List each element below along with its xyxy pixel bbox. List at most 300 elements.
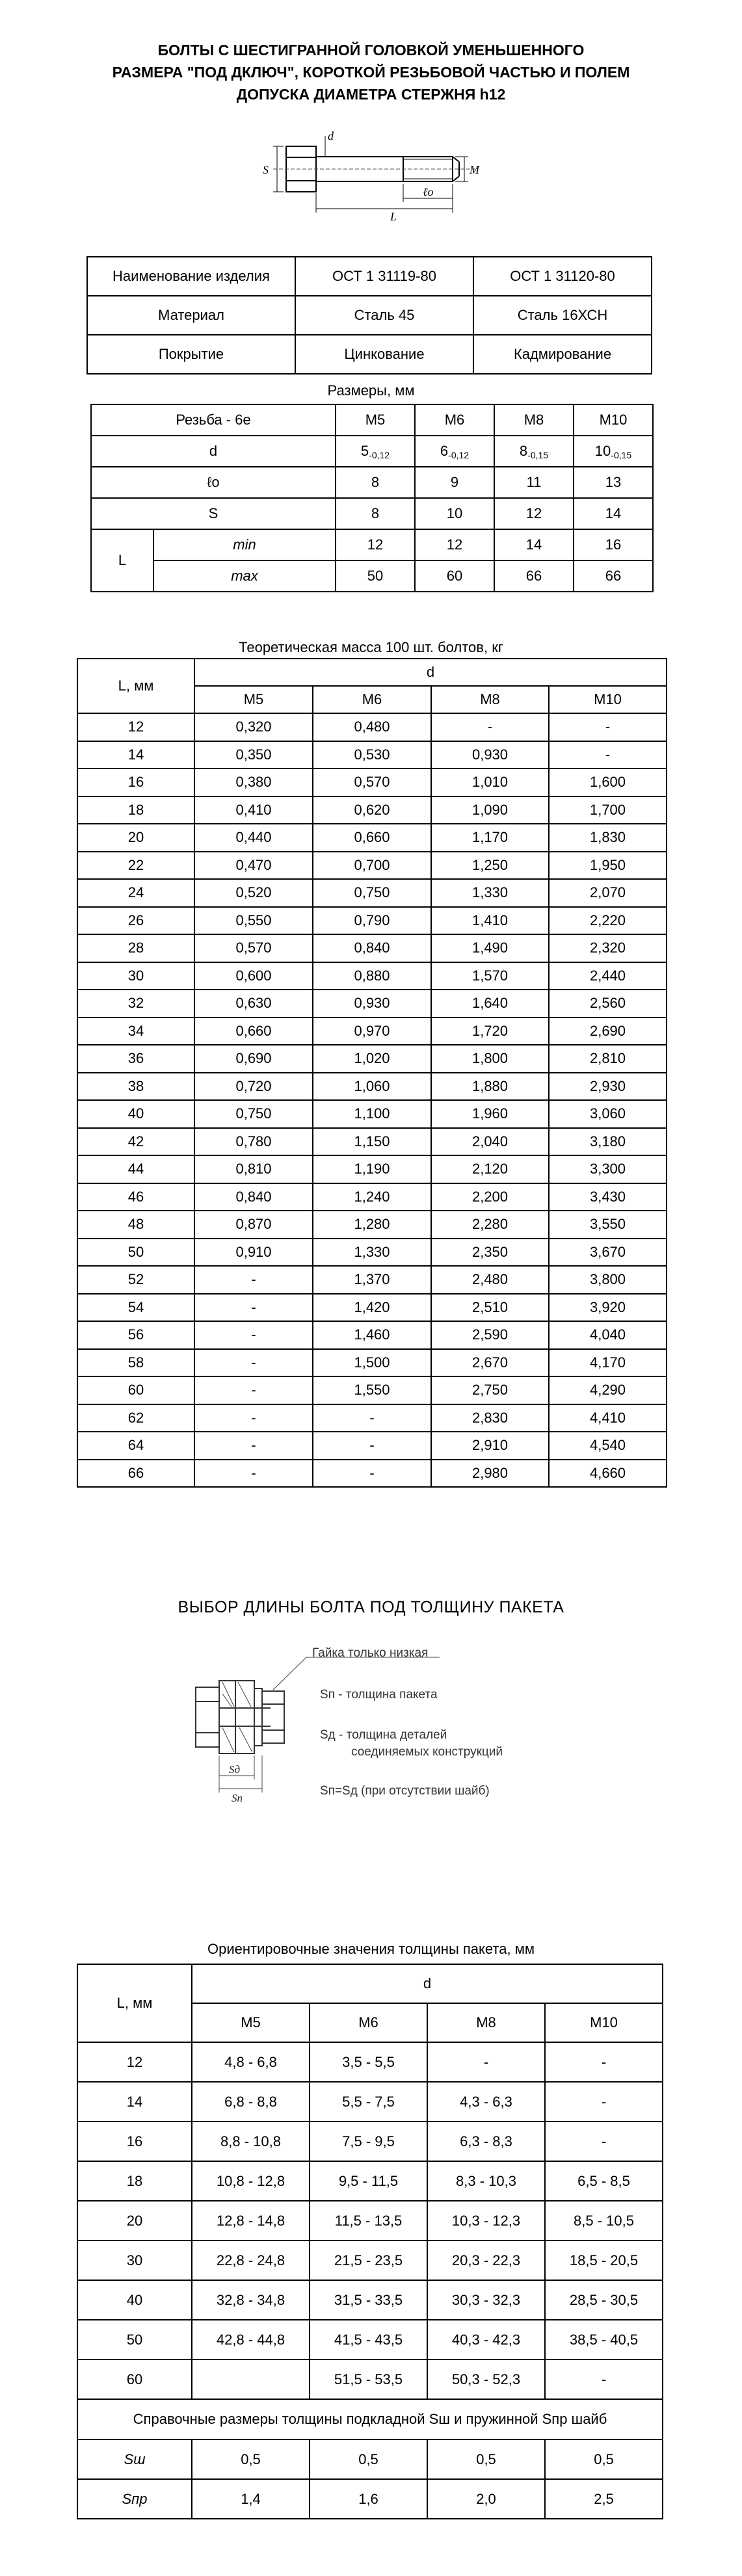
value-cell: 0,5 xyxy=(545,2439,663,2479)
col-header: М8 xyxy=(494,404,574,436)
table-row xyxy=(77,1460,667,1488)
table-row xyxy=(77,1294,667,1322)
bolt-head xyxy=(196,1687,219,1747)
value-cell: 4,540 xyxy=(549,1432,667,1460)
value-cell: - xyxy=(194,1404,313,1432)
value-cell: 2,440 xyxy=(549,962,667,990)
value-cell: 2,070 xyxy=(549,879,667,907)
table-row xyxy=(77,1211,667,1239)
value-cell: 38,5 - 40,5 xyxy=(545,2320,663,2359)
value-cell: 0,840 xyxy=(194,1183,313,1211)
value-cell: 8,5 - 10,5 xyxy=(545,2201,663,2241)
value-cell: 4,170 xyxy=(549,1349,667,1377)
value-cell: 20,3 - 22,3 xyxy=(427,2241,545,2280)
row-label: 18 xyxy=(77,796,194,824)
dims-row-d xyxy=(91,436,653,467)
row-label: ℓo xyxy=(91,467,336,498)
value-cell: 7,5 - 9,5 xyxy=(310,2122,427,2161)
table-row xyxy=(77,1321,667,1349)
value-cell: 1,410 xyxy=(431,907,549,935)
value-cell: 1,190 xyxy=(313,1155,431,1183)
value-cell: 0,910 xyxy=(194,1239,313,1267)
col-header: М6 xyxy=(313,686,431,713)
value-cell: 1,6 xyxy=(310,2479,427,2519)
value-cell: 1,420 xyxy=(313,1294,431,1322)
value-cell: 2,320 xyxy=(549,934,667,962)
table-row xyxy=(77,1266,667,1294)
table-row xyxy=(77,769,667,796)
info-cell: Кадмирование xyxy=(473,335,652,374)
value-cell: 12 xyxy=(494,498,574,529)
value-cell: 12 xyxy=(336,529,415,560)
value-cell: 2,910 xyxy=(431,1432,549,1460)
value-cell: 0,550 xyxy=(194,907,313,935)
col-header: М10 xyxy=(545,2003,663,2042)
value-cell: 0,620 xyxy=(313,796,431,824)
col-header: М8 xyxy=(427,2003,545,2042)
col-header: М5 xyxy=(192,2003,310,2042)
row-label: 42 xyxy=(77,1128,194,1156)
value-cell: - xyxy=(194,1460,313,1488)
info-cell: ОСТ 1 31120-80 xyxy=(473,257,652,296)
value-cell: 10 xyxy=(415,498,494,529)
row-label: 44 xyxy=(77,1155,194,1183)
table-row xyxy=(77,1239,667,1267)
value-cell: 2,750 xyxy=(431,1376,549,1404)
nut-note: Гайка только низкая xyxy=(312,1646,429,1660)
info-row-coating xyxy=(87,335,652,374)
value-cell: 11,5 - 13,5 xyxy=(310,2201,427,2241)
value-cell: 3,920 xyxy=(549,1294,667,1322)
value-cell: 2,040 xyxy=(431,1128,549,1156)
row-label: 36 xyxy=(77,1045,194,1073)
sub-label: min xyxy=(153,529,336,560)
value-cell: 2,930 xyxy=(549,1073,667,1101)
value-cell: 0,630 xyxy=(194,990,313,1018)
label-l: L xyxy=(390,210,397,223)
table-row xyxy=(77,2439,663,2479)
value-cell: 1,500 xyxy=(313,1349,431,1377)
value-cell: 30,3 - 32,3 xyxy=(427,2280,545,2320)
value-cell: 0,410 xyxy=(194,796,313,824)
value-cell: 0,750 xyxy=(194,1100,313,1128)
row-label: 66 xyxy=(77,1460,194,1488)
info-cell: Сталь 16ХСН xyxy=(473,296,652,335)
value-cell: 2,5 xyxy=(545,2479,663,2519)
value-cell: - xyxy=(545,2359,663,2399)
info-cell: Цинкование xyxy=(295,335,473,374)
value-cell: 6,5 - 8,5 xyxy=(545,2161,663,2201)
row-label: 12 xyxy=(77,2042,192,2082)
table-row xyxy=(77,907,667,935)
value-cell: 2,120 xyxy=(431,1155,549,1183)
row-label: 34 xyxy=(77,1018,194,1045)
table-row xyxy=(77,1376,667,1404)
legend-eq: Sп=Sд (при отсутствии шайб) xyxy=(320,1784,490,1798)
value-cell: 1,960 xyxy=(431,1100,549,1128)
info-table xyxy=(86,256,652,375)
value-cell: 0,320 xyxy=(194,713,313,741)
value-cell: 42,8 - 44,8 xyxy=(192,2320,310,2359)
table-row xyxy=(77,1128,667,1156)
value-cell: 2,350 xyxy=(431,1239,549,1267)
dims-row-max xyxy=(91,560,653,592)
table-row xyxy=(77,2479,663,2519)
value-cell: 6,8 - 8,8 xyxy=(192,2082,310,2122)
row-label: Sпр xyxy=(77,2479,192,2519)
row-label: Sш xyxy=(77,2439,192,2479)
value-cell: 1,550 xyxy=(313,1376,431,1404)
value-cell: 32,8 - 34,8 xyxy=(192,2280,310,2320)
table-row xyxy=(77,852,667,880)
col-header: М5 xyxy=(194,686,313,713)
table-row xyxy=(77,2280,663,2320)
d-header: d xyxy=(194,659,667,686)
d-value: $8_{-0,15}$ xyxy=(494,436,574,467)
value-cell: - xyxy=(194,1266,313,1294)
value-cell: 0,700 xyxy=(313,852,431,880)
value-cell: - xyxy=(313,1432,431,1460)
table-row xyxy=(77,1349,667,1377)
value-cell: 60 xyxy=(415,560,494,592)
value-cell: 1,880 xyxy=(431,1073,549,1101)
value-cell: 4,410 xyxy=(549,1404,667,1432)
table-row xyxy=(77,2122,663,2161)
value-cell: 4,8 - 6,8 xyxy=(192,2042,310,2082)
value-cell: - xyxy=(194,1321,313,1349)
value-cell: 3,060 xyxy=(549,1100,667,1128)
value-cell: 8 xyxy=(336,498,415,529)
dims-row-lo xyxy=(91,467,653,498)
value-cell: 1,150 xyxy=(313,1128,431,1156)
value-cell: 1,330 xyxy=(313,1239,431,1267)
value-cell: 2,200 xyxy=(431,1183,549,1211)
value-cell: 0,380 xyxy=(194,769,313,796)
value-cell: 1,100 xyxy=(313,1100,431,1128)
value-cell: 50,3 - 52,3 xyxy=(427,2359,545,2399)
table-row xyxy=(77,796,667,824)
row-label: 60 xyxy=(77,1376,194,1404)
value-cell: 50 xyxy=(336,560,415,592)
value-cell: 0,780 xyxy=(194,1128,313,1156)
value-cell: 0,810 xyxy=(194,1155,313,1183)
value-cell: 0,530 xyxy=(313,741,431,769)
table-row xyxy=(77,1100,667,1128)
info-cell: Сталь 45 xyxy=(295,296,473,335)
table-row xyxy=(77,934,667,962)
legend-sd xyxy=(320,1727,503,1761)
value-cell: 0,660 xyxy=(313,824,431,852)
value-cell: 0,720 xyxy=(194,1073,313,1101)
table-row xyxy=(77,824,667,852)
value-cell: - xyxy=(545,2082,663,2122)
table-row xyxy=(77,2241,663,2280)
value-cell: 1,090 xyxy=(431,796,549,824)
value-cell: 1,460 xyxy=(313,1321,431,1349)
row-label: 48 xyxy=(77,1211,194,1239)
value-cell: 3,5 - 5,5 xyxy=(310,2042,427,2082)
table-row xyxy=(77,741,667,769)
title-line-3: ДОПУСКА ДИАМЕТРА СТЕРЖНЯ h12 xyxy=(236,86,506,103)
value-cell: 4,290 xyxy=(549,1376,667,1404)
table-row xyxy=(77,2359,663,2399)
mass-table xyxy=(77,658,667,1488)
table-row xyxy=(77,2201,663,2241)
value-cell: 9,5 - 11,5 xyxy=(310,2161,427,2201)
value-cell: 1,250 xyxy=(431,852,549,880)
value-cell: 13 xyxy=(574,467,653,498)
value-cell: - xyxy=(313,1404,431,1432)
value-cell: 1,010 xyxy=(431,769,549,796)
value-cell: - xyxy=(194,1294,313,1322)
value-cell: 1,490 xyxy=(431,934,549,962)
col-header: М8 xyxy=(431,686,549,713)
value-cell: 14 xyxy=(574,498,653,529)
value-cell: 1,280 xyxy=(313,1211,431,1239)
table-row xyxy=(77,1183,667,1211)
title-line-2: РАЗМЕРА "ПОД ДКЛЮЧ", КОРОТКОЙ РЕЗЬБОВОЙ ЧАСТЬЮ И ПОЛЕМ xyxy=(112,64,630,81)
value-cell: - xyxy=(427,2042,545,2082)
value-cell: 0,930 xyxy=(313,990,431,1018)
value-cell: 0,660 xyxy=(194,1018,313,1045)
label-sn: Sп xyxy=(232,1792,243,1804)
value-cell: 2,220 xyxy=(549,907,667,935)
row-label: 56 xyxy=(77,1321,194,1349)
mass-caption: Теоретическая масса 100 шт. болтов, кг xyxy=(239,639,503,655)
row-label: 14 xyxy=(77,741,194,769)
row-label: 22 xyxy=(77,852,194,880)
col-header: М10 xyxy=(574,404,653,436)
table-row xyxy=(77,2042,663,2082)
value-cell: 0,480 xyxy=(313,713,431,741)
value-cell: 66 xyxy=(574,560,653,592)
mass-header-row xyxy=(77,659,667,686)
col-header: М6 xyxy=(310,2003,427,2042)
selection-title: ВЫБОР ДЛИНЫ БОЛТА ПОД ТОЛЩИНУ ПАКЕТА xyxy=(178,1598,564,1616)
washer xyxy=(254,1689,262,1746)
value-cell: 1,060 xyxy=(313,1073,431,1101)
value-cell: 0,790 xyxy=(313,907,431,935)
legend-sd-line2: соединяемых конструкций xyxy=(351,1745,503,1759)
value-cell: 3,300 xyxy=(549,1155,667,1183)
value-cell: 8 xyxy=(336,467,415,498)
sub-label: max xyxy=(153,560,336,592)
plates xyxy=(219,1681,254,1754)
dims-header-row xyxy=(91,404,653,436)
value-cell: 1,600 xyxy=(549,769,667,796)
value-cell: 66 xyxy=(494,560,574,592)
value-cell: 2,280 xyxy=(431,1211,549,1239)
package-table-body xyxy=(77,2042,663,2399)
value-cell: 4,660 xyxy=(549,1460,667,1488)
value-cell: 40,3 - 42,3 xyxy=(427,2320,545,2359)
value-cell: 1,020 xyxy=(313,1045,431,1073)
value-cell: 10,8 - 12,8 xyxy=(192,2161,310,2201)
row-label: 28 xyxy=(77,934,194,962)
table-row xyxy=(77,1155,667,1183)
value-cell: 18,5 - 20,5 xyxy=(545,2241,663,2280)
info-row-product xyxy=(87,257,652,296)
d-value: $10_{-0,15}$ xyxy=(574,436,653,467)
row-label: 58 xyxy=(77,1349,194,1377)
value-cell: 1,830 xyxy=(549,824,667,852)
info-row-material xyxy=(87,296,652,335)
value-cell: 2,590 xyxy=(431,1321,549,1349)
table-row xyxy=(77,713,667,741)
row-label: 16 xyxy=(77,2122,192,2161)
l-header: L, мм xyxy=(77,1964,192,2042)
info-cell: Материал xyxy=(87,296,295,335)
value-cell: 3,430 xyxy=(549,1183,667,1211)
table-row xyxy=(77,1073,667,1101)
value-cell: 2,0 xyxy=(427,2479,545,2519)
value-cell: 0,880 xyxy=(313,962,431,990)
value-cell: 0,840 xyxy=(313,934,431,962)
value-cell: 1,700 xyxy=(549,796,667,824)
value-cell: 6,3 - 8,3 xyxy=(427,2122,545,2161)
value-cell: 0,970 xyxy=(313,1018,431,1045)
value-cell: - xyxy=(545,2122,663,2161)
row-label: 64 xyxy=(77,1432,194,1460)
value-cell: 2,690 xyxy=(549,1018,667,1045)
value-cell: - xyxy=(194,1349,313,1377)
value-cell: 2,510 xyxy=(431,1294,549,1322)
table-row xyxy=(77,1018,667,1045)
washer-note: Справочные размеры толщины подкладной Sш и пружинной Sпр шайб xyxy=(77,2399,663,2439)
d-value: $5_{-0,12}$ xyxy=(336,436,415,467)
info-cell: Наименование изделия xyxy=(87,257,295,296)
value-cell: 0,5 xyxy=(310,2439,427,2479)
value-cell: 2,480 xyxy=(431,1266,549,1294)
value-cell xyxy=(192,2359,310,2399)
value-cell: 3,550 xyxy=(549,1211,667,1239)
value-cell: 4,3 - 6,3 xyxy=(427,2082,545,2122)
row-label: 50 xyxy=(77,1239,194,1267)
value-cell: 2,980 xyxy=(431,1460,549,1488)
value-cell: 2,560 xyxy=(549,990,667,1018)
value-cell: 1,4 xyxy=(192,2479,310,2519)
col-header: М10 xyxy=(549,686,667,713)
col-header: М6 xyxy=(415,404,494,436)
table-row xyxy=(77,2161,663,2201)
row-label: 38 xyxy=(77,1073,194,1101)
row-label: 18 xyxy=(77,2161,192,2201)
value-cell: 0,570 xyxy=(313,769,431,796)
value-cell: 0,690 xyxy=(194,1045,313,1073)
table-row xyxy=(77,2082,663,2122)
value-cell: 4,040 xyxy=(549,1321,667,1349)
value-cell: 0,870 xyxy=(194,1211,313,1239)
value-cell: 3,180 xyxy=(549,1128,667,1156)
value-cell: 0,600 xyxy=(194,962,313,990)
page-title xyxy=(0,39,742,105)
row-label: 14 xyxy=(77,2082,192,2122)
value-cell: 9 xyxy=(415,467,494,498)
value-cell: 0,440 xyxy=(194,824,313,852)
l-header: L, мм xyxy=(77,659,194,713)
package-header-row xyxy=(77,1964,663,2003)
row-label: 20 xyxy=(77,824,194,852)
value-cell: 51,5 - 53,5 xyxy=(310,2359,427,2399)
thread-header: Резьба - 6е xyxy=(91,404,336,436)
value-cell: 16 xyxy=(574,529,653,560)
row-label: 52 xyxy=(77,1266,194,1294)
value-cell: 3,800 xyxy=(549,1266,667,1294)
table-row xyxy=(77,1432,667,1460)
row-label: 30 xyxy=(77,2241,192,2280)
value-cell: 1,330 xyxy=(431,879,549,907)
label-d: d xyxy=(328,129,334,142)
value-cell: 5,5 - 7,5 xyxy=(310,2082,427,2122)
table-row xyxy=(77,2320,663,2359)
value-cell: - xyxy=(313,1460,431,1488)
value-cell: 31,5 - 33,5 xyxy=(310,2280,427,2320)
title-line-1: БОЛТЫ С ШЕСТИГРАННОЙ ГОЛОВКОЙ УМЕНЬШЕННОГО xyxy=(157,42,585,59)
value-cell: 8,8 - 10,8 xyxy=(192,2122,310,2161)
row-label: 60 xyxy=(77,2359,192,2399)
value-cell: 1,370 xyxy=(313,1266,431,1294)
value-cell: 8,3 - 10,3 xyxy=(427,2161,545,2201)
value-cell: 0,930 xyxy=(431,741,549,769)
value-cell: 12,8 - 14,8 xyxy=(192,2201,310,2241)
table-row xyxy=(77,879,667,907)
value-cell: 1,640 xyxy=(431,990,549,1018)
washer-table-body xyxy=(77,2439,663,2519)
dims-table xyxy=(90,404,654,592)
d-value: $6_{-0,12}$ xyxy=(415,436,494,467)
value-cell: 3,670 xyxy=(549,1239,667,1267)
value-cell: 2,810 xyxy=(549,1045,667,1073)
info-cell: ОСТ 1 31119-80 xyxy=(295,257,473,296)
row-label: 46 xyxy=(77,1183,194,1211)
row-label: 26 xyxy=(77,907,194,935)
dims-caption: Размеры, мм xyxy=(327,382,415,399)
dims-row-min xyxy=(91,529,653,560)
label-s: S xyxy=(263,163,269,176)
value-cell: - xyxy=(194,1432,313,1460)
table-row xyxy=(77,990,667,1018)
value-cell: 1,720 xyxy=(431,1018,549,1045)
washer-note-row xyxy=(77,2399,663,2439)
row-label: 24 xyxy=(77,879,194,907)
value-cell: - xyxy=(549,741,667,769)
package-table xyxy=(77,1964,663,2519)
value-cell: 0,470 xyxy=(194,852,313,880)
value-cell: 0,5 xyxy=(427,2439,545,2479)
value-cell: - xyxy=(545,2042,663,2082)
legend-sn: Sп - толщина пакета xyxy=(320,1688,438,1702)
label-sd: Sд xyxy=(229,1763,241,1776)
value-cell: 2,670 xyxy=(431,1349,549,1377)
row-label: 40 xyxy=(77,1100,194,1128)
value-cell: 2,830 xyxy=(431,1404,549,1432)
info-cell: Покрытие xyxy=(87,335,295,374)
col-header: М5 xyxy=(336,404,415,436)
value-cell: 0,350 xyxy=(194,741,313,769)
legend-sd-line1: Sд - толщина деталей xyxy=(320,1728,447,1742)
table-row xyxy=(77,962,667,990)
table-row xyxy=(77,1045,667,1073)
value-cell: 28,5 - 30,5 xyxy=(545,2280,663,2320)
value-cell: 1,240 xyxy=(313,1183,431,1211)
label-lo: ℓo xyxy=(423,185,434,198)
row-label: d xyxy=(91,436,336,467)
row-label: L xyxy=(91,529,153,592)
d-header: d xyxy=(192,1964,663,2003)
value-cell: 10,3 - 12,3 xyxy=(427,2201,545,2241)
bolt-drawing xyxy=(260,120,533,224)
value-cell: 1,800 xyxy=(431,1045,549,1073)
